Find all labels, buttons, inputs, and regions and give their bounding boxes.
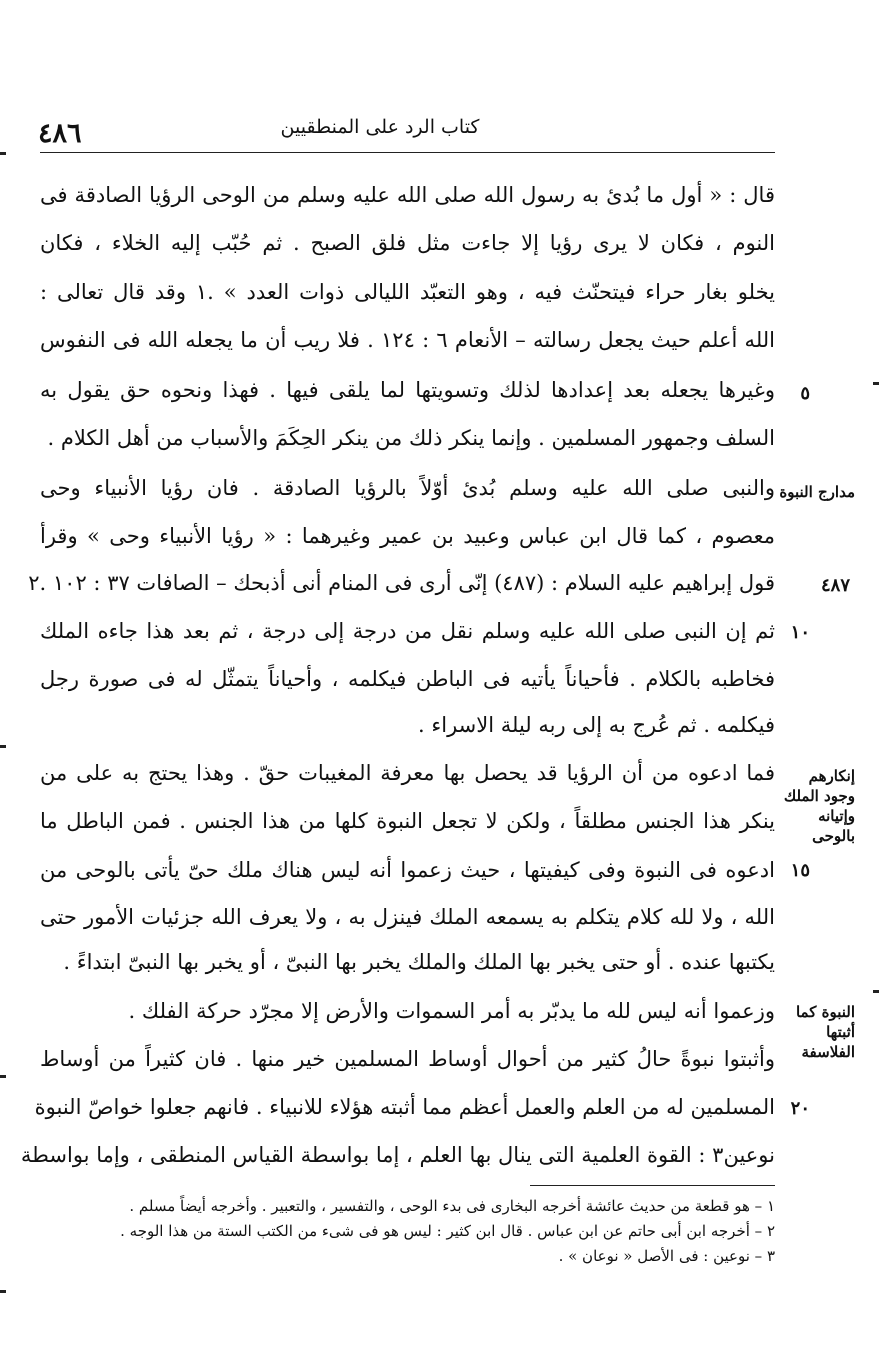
scan-margin-mark xyxy=(0,745,6,748)
text-line: السلف وجمهور المسلمين . وإنما ينكر ذلك من ينكر الحِكَمَ والأسباب من أهل الكلام . xyxy=(47,426,775,450)
side-note-philosophers-prophecy: النبوة كما أثبتها الفلاسفة xyxy=(795,1003,855,1061)
text-line: معصوم ، كما قال ابن عباس وعبيد بن عمير وغيرهما : « رؤيا الأنبياء وحى » وقرأ xyxy=(40,524,775,548)
text-line: نوعين٣ : القوة العلمية التى ينال بها العلم ، إما بواسطة القياس المنطقى ، وإما بواسطة xyxy=(20,1143,775,1167)
text-line: ثم إن النبى صلى الله عليه وسلم نقل من درجة إلى درجة ، ثم بعد هذا جاءه الملك xyxy=(40,619,775,643)
scan-margin-mark xyxy=(0,152,6,155)
scan-margin-mark xyxy=(0,1290,6,1293)
text-line: وزعموا أنه ليس لله ما يدبّر به أمر السموات والأرض إلا مجرّد حركة الفلك . xyxy=(128,999,775,1023)
line-number: ٢٠ xyxy=(790,1098,810,1119)
text-line: الله أعلم حيث يجعل رسالته – الأنعام ٦ : ١٢٤ . فلا ريب أن ما يجعله الله فى النفوس xyxy=(40,328,776,352)
text-line: قال : « أول ما بُدئ به رسول الله صلى الله عليه وسلم من الوحى الرؤيا الصادقة فى xyxy=(40,183,775,207)
text-line: فخاطبه بالكلام . فأحياناً يأتيه فى الباطن فيكلمه ، وأحياناً يتمثّل له فى صورة رجل xyxy=(40,667,775,691)
text-line: ينكر هذا الجنس مطلقاً ، ولكن لا تجعل النبوة كلها من هذا الجنس . فمن الباطل ما xyxy=(40,809,775,833)
text-line: وغيرها يجعله بعد إعدادها لذلك وتسويتها لما يلقى فيها . فهذا ونحوه حق يقول به xyxy=(40,378,775,402)
side-note-denial-of-angel: إنكارهم وجود الملك وإتيانه بالوحى xyxy=(783,767,855,845)
text-line: يخلو بغار حراء فيتحنّث فيه ، وهو التعبّد الليالى ذوات العدد » .١ وقد قال تعالى : xyxy=(40,280,776,304)
text-line: ادعوه فى النبوة وفى كيفيتها ، حيث زعموا أنه ليس هناك ملك حىّ يأتى بالوحى من xyxy=(40,858,775,882)
text-line: والنبى صلى الله عليه وسلم بُدئ أوّلاً بالرؤيا الصادقة . فان رؤيا الأنبياء وحى xyxy=(40,476,775,500)
page-number: ٤٨٦ xyxy=(38,118,82,149)
text-line: فما ادعوه من أن الرؤيا قد يحصل بها معرفة المغيبات حقّ . وهذا يحتج به على من xyxy=(40,761,775,785)
main-text xyxy=(20,0,776,1190)
side-note-stages-of-prophecy: مدارج النبوة xyxy=(779,483,855,501)
text-line: يكتبها عنده . أو حتى يخبر بها الملك والملك يخبر بها النبىّ ، أو يخبر بها النبىّ ابتداءً . xyxy=(63,950,775,974)
marginal-page-ref: ٤٨٧ xyxy=(820,575,850,596)
text-line: وأثبتوا نبوةً حالُ كثير من أحوال أوساط المسلمين خير منها . فان كثيراً من أوساط xyxy=(40,1047,775,1071)
text-line: الله ، ولا لله كلام يتكلم به يسمعه الملك فينزل به ، ولا يعرف الله جزئيات الأمور حتى xyxy=(40,905,775,929)
footnote: ١ – هو قطعة من حديث عائشة أخرجه البخارى فى بدء الوحى ، والتفسير ، والتعبير . وأخرجه أيضاً مسلم . xyxy=(129,1197,775,1215)
footnote-divider xyxy=(530,1185,775,1186)
line-number: ١٠ xyxy=(790,622,810,643)
line-number: ٥ xyxy=(800,383,810,404)
text-line: النوم ، فكان لا يرى رؤيا إلا جاءت مثل فلق الصبح . ثم حُبّب إليه الخلاء ، فكان xyxy=(40,231,775,255)
footnote: ٢ – أخرجه ابن أبى حاتم عن ابن عباس . قال ابن كثير : ليس هو فى شىء من الكتب الستة من هذا الوجه . xyxy=(120,1222,775,1240)
scan-margin-mark xyxy=(0,1075,6,1078)
running-title: كتاب الرد على المنطقيين xyxy=(280,116,480,138)
scan-margin-mark xyxy=(873,382,879,385)
text-line: فيكلمه . ثم عُرج به إلى ربه ليلة الاسراء . xyxy=(418,713,775,737)
scan-margin-mark xyxy=(873,990,879,993)
text-line: قول إبراهيم عليه السلام : (٤٨٧) إنّى أرى فى المنام أنى أذبحك – الصافات ٣٧ : ١٠٢ .٢ xyxy=(28,571,775,595)
text-line: المسلمين له من العلم والعمل أعظم مما أثبته هؤلاء للانبياء . فانهم جعلوا خواصّ النبوة xyxy=(34,1095,775,1119)
footnote: ٣ – نوعين : فى الأصل « نوعان » . xyxy=(558,1247,775,1265)
line-number: ١٥ xyxy=(790,860,810,881)
